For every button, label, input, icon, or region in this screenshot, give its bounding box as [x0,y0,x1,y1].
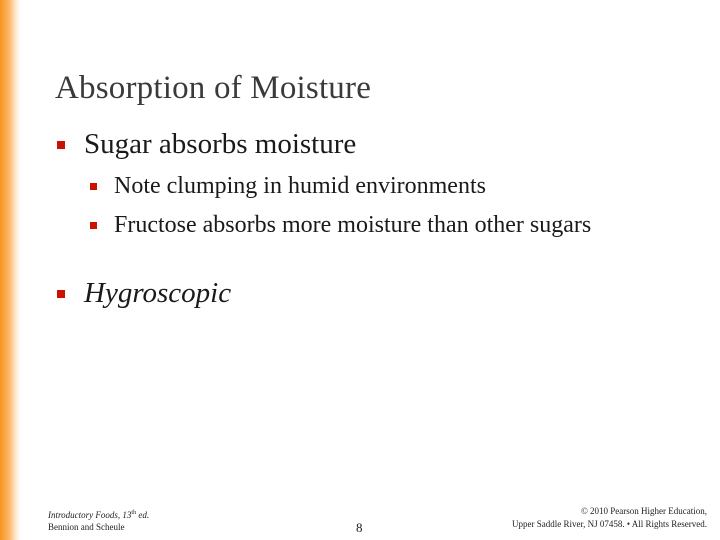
footer-book-info [48,507,149,533]
copyright-line: Upper Saddle River, NJ 07458. • All Rights Reserved. [511,519,707,529]
square-bullet-icon [90,183,97,190]
bullet-item [57,277,231,310]
square-bullet-icon [57,290,65,298]
copyright-line: © 2010 Pearson Higher Education, [580,506,707,516]
page-number: 8 [356,520,363,535]
sub-bullet-text: Fructose absorbs more moisture than other sugars [114,212,592,238]
book-authors: Bennion and Scheule [48,522,125,532]
footer-copyright [512,505,707,531]
sub-bullet-item [90,173,486,200]
bullet-text: Sugar absorbs moisture [84,128,357,160]
bullet-text: Hygroscopic [84,277,232,309]
accent-side-bar [0,0,20,540]
square-bullet-icon [90,222,97,229]
sub-bullet-item [90,212,591,239]
bullet-item [57,128,356,161]
book-title: Introductory Foods, 13th ed. [48,510,150,520]
sub-bullet-text: Note clumping in humid environments [114,173,486,199]
square-bullet-icon [57,141,65,149]
slide-title: Absorption of Moisture [55,70,372,106]
